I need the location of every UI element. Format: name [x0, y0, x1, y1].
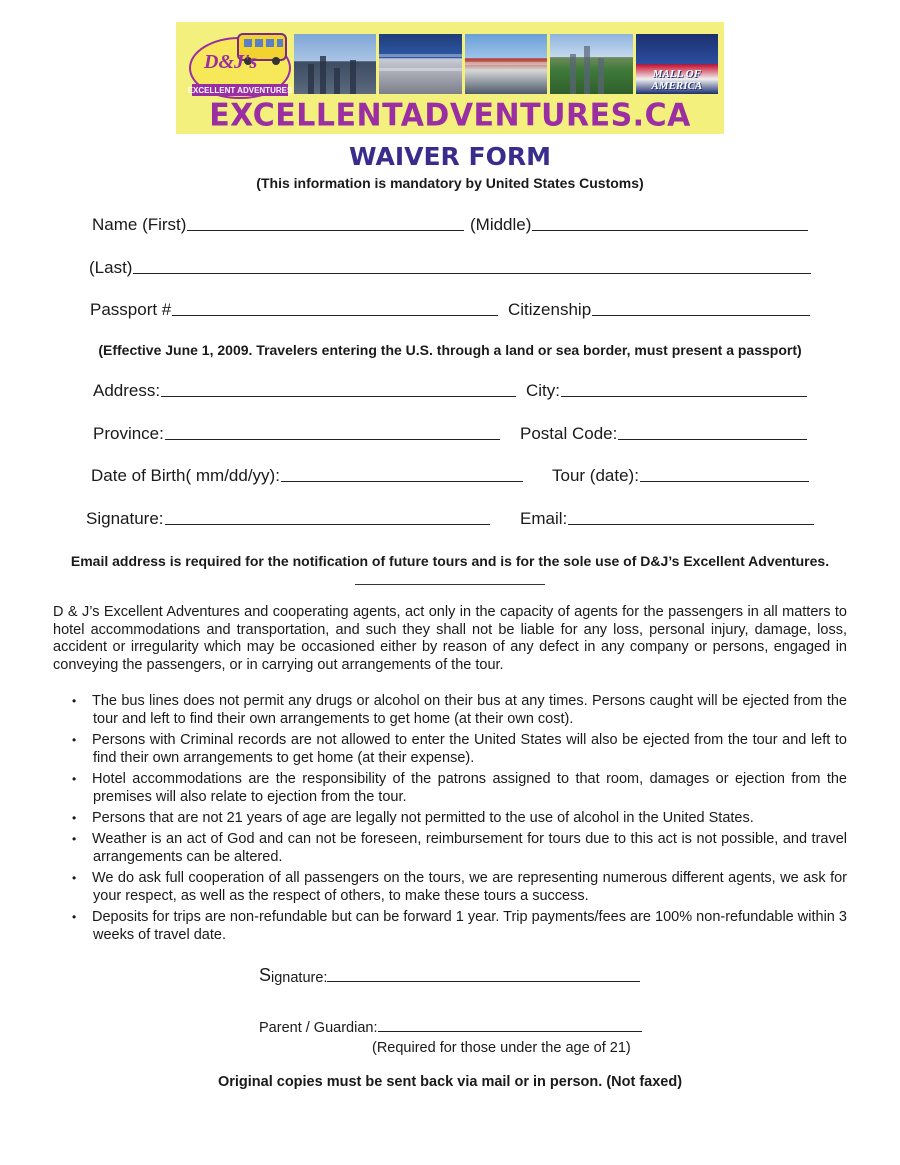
- guardian-line[interactable]: [378, 1031, 643, 1032]
- guardian-field[interactable]: [259, 1020, 642, 1036]
- rules-list: [53, 692, 847, 947]
- guardian-note: (Required for those under the age of 21): [372, 1040, 631, 1056]
- bullet-icon: •: [72, 811, 77, 825]
- date-of-birth-field[interactable]: [91, 464, 523, 486]
- bullet-icon: •: [72, 871, 77, 885]
- signature-label: Signature:: [86, 509, 164, 528]
- rule-text: Deposits for trips are non-refundable but can be forward 1 year. Trip payments/fees are 100% non-refundable within 3 weeks of travel date.: [92, 909, 847, 943]
- last-name-line[interactable]: [133, 269, 811, 274]
- bullet-icon: •: [72, 772, 77, 786]
- logo-subtext: EXCELLENT ADVENTURES: [187, 86, 293, 95]
- rule-text: Persons with Criminal records are not allowed to enter the United States will also be ejected from the tour and left to find their own arrangements to get home (at their expense).: [92, 732, 847, 766]
- bullet-icon: •: [72, 694, 77, 708]
- province-label: Province:: [93, 424, 164, 443]
- province-line[interactable]: [165, 435, 500, 440]
- ballpark-photo: [465, 34, 547, 94]
- rule-text: We do ask full cooperation of all passengers on the tours, we are representing numerous different agents, we ask for your respect, as well as the respect of others, to make these tours a success.: [92, 870, 847, 904]
- first-name-field[interactable]: [92, 213, 464, 235]
- brand-name: EXCELLENTADVENTURES.CA: [209, 97, 691, 134]
- divider: [355, 584, 545, 585]
- postal-code-field[interactable]: [520, 422, 807, 444]
- last-name-label: (Last): [89, 258, 133, 277]
- city-label: City:: [526, 381, 560, 400]
- date-of-birth-line[interactable]: [281, 477, 523, 482]
- signature-line[interactable]: [165, 520, 491, 525]
- address-label: Address:: [93, 381, 161, 400]
- rule-text: Weather is an act of God and can not be foreseen, reimbursement for tours due to this act is not possible, and travel arrangements can be altered.: [92, 831, 847, 865]
- email-field[interactable]: [520, 507, 814, 529]
- postal-code-label: Postal Code:: [520, 424, 618, 443]
- guardian-label: Parent / Guardian:: [259, 1020, 378, 1036]
- liability-paragraph: D & J’s Excellent Adventures and cooperating agents, act only in the capacity of agents for the passengers in all matters to hotel accommodations and transportation, and such they shall not be liable for any loss, personal injury, damage, loss, accident or irregularity which may be occasioned either by reason of any defect in any company or persons, engaged in conveying the passengers, or in carrying out arrangements of the tour.: [53, 604, 847, 673]
- first-name-label: Name (First): [92, 215, 187, 234]
- tour-date-field[interactable]: [552, 464, 809, 486]
- rule-item: [53, 830, 847, 866]
- tour-date-label: Tour (date):: [552, 466, 639, 485]
- signature-initial: S: [259, 965, 272, 985]
- postal-code-line[interactable]: [618, 435, 807, 440]
- stadium-photo: [294, 34, 376, 94]
- header-banner: [176, 22, 724, 134]
- final-signature-line[interactable]: [327, 981, 640, 982]
- passport-note: (Effective June 1, 2009. Travelers entering the U.S. through a land or sea border, must present a passport): [98, 342, 802, 358]
- page-subtitle: (This information is mandatory by United States Customs): [256, 175, 644, 191]
- citizenship-field[interactable]: [508, 298, 810, 320]
- first-name-line[interactable]: [187, 226, 464, 231]
- rule-item: [53, 770, 847, 806]
- middle-name-label: (Middle): [470, 215, 532, 234]
- rule-item: [53, 809, 847, 827]
- rule-text: Persons that are not 21 years of age are legally not permitted to the use of alcohol in the United States.: [92, 810, 754, 826]
- passport-label: Passport #: [90, 300, 172, 319]
- tour-date-line[interactable]: [640, 477, 809, 482]
- bullet-icon: •: [72, 910, 77, 924]
- photo-strip: [294, 34, 718, 94]
- rule-text: Hotel accommodations are the responsibility of the patrons assigned to that room, damages or ejection from the premises will also relate to ejection from the tour.: [92, 771, 847, 805]
- email-line[interactable]: [568, 520, 814, 525]
- bullet-icon: •: [72, 832, 77, 846]
- bullet-icon: •: [72, 733, 77, 747]
- province-field[interactable]: [93, 422, 500, 444]
- citizenship-label: Citizenship: [508, 300, 592, 319]
- middle-name-field[interactable]: [470, 213, 808, 235]
- mall-photo: [636, 34, 718, 94]
- address-field[interactable]: [93, 379, 516, 401]
- page-title: WAIVER FORM: [349, 142, 551, 171]
- date-of-birth-label: Date of Birth( mm/dd/yy):: [91, 466, 280, 485]
- bus-logo-icon: [186, 28, 294, 102]
- baseball-field-photo: [550, 34, 632, 94]
- passport-field[interactable]: [90, 298, 498, 320]
- rule-item: [53, 908, 847, 944]
- rule-text: The bus lines does not permit any drugs or alcohol on their bus at any times. Persons caught will be ejected from the tour and left to find their own arrangements to get home (at their own cost).: [92, 693, 847, 727]
- city-field[interactable]: [526, 379, 807, 401]
- address-line[interactable]: [161, 392, 516, 397]
- final-signature-label: ignature:: [271, 970, 328, 986]
- middle-name-line[interactable]: [532, 226, 808, 231]
- email-label: Email:: [520, 509, 568, 528]
- final-note: Original copies must be sent back via mail or in person. (Not faxed): [217, 1074, 683, 1090]
- mall-caption: MALL OF AMERICA: [651, 68, 703, 92]
- email-note: Email address is required for the notification of future tours and is for the sole use of D&J’s Excellent Adventures.: [70, 553, 830, 569]
- rule-item: [53, 692, 847, 728]
- final-signature-field[interactable]: [259, 965, 640, 986]
- rule-item: [53, 869, 847, 905]
- passport-line[interactable]: [172, 311, 498, 316]
- last-name-field[interactable]: [89, 256, 811, 278]
- citizenship-line[interactable]: [592, 311, 810, 316]
- signature-field[interactable]: [86, 507, 490, 529]
- logo-text: D&J's: [204, 51, 258, 73]
- arena-photo: [379, 34, 461, 94]
- rule-item: [53, 731, 847, 767]
- city-line[interactable]: [561, 392, 807, 397]
